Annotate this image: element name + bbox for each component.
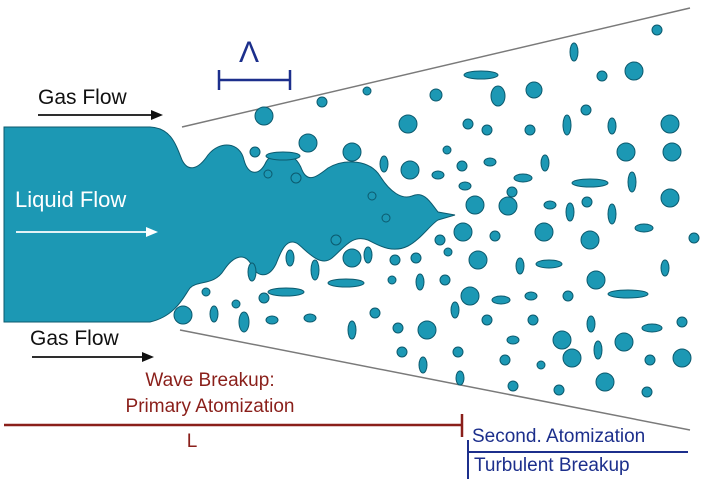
droplet <box>628 172 636 192</box>
droplet <box>457 161 467 171</box>
droplet <box>239 312 249 332</box>
droplet <box>380 156 388 172</box>
droplet <box>232 300 240 308</box>
wavelength-bracket <box>219 70 290 90</box>
droplet <box>652 25 662 35</box>
droplet <box>418 321 436 339</box>
droplet <box>464 71 498 79</box>
droplet <box>443 146 451 154</box>
droplet <box>500 355 510 365</box>
droplet <box>642 324 662 332</box>
droplet <box>581 231 599 249</box>
droplet <box>572 179 608 187</box>
droplet <box>264 170 272 178</box>
droplet <box>174 306 192 324</box>
liquid-jet <box>4 127 455 322</box>
droplet <box>286 250 294 266</box>
droplet <box>563 349 581 367</box>
droplet <box>597 71 607 81</box>
wavelength-symbol: Λ <box>239 36 260 69</box>
droplet <box>453 347 463 357</box>
droplet <box>266 152 300 160</box>
droplet <box>456 371 464 385</box>
droplet <box>625 62 643 80</box>
droplet <box>432 171 444 179</box>
droplet <box>594 341 602 359</box>
droplet <box>661 260 669 276</box>
droplet <box>469 251 487 269</box>
droplet <box>482 315 492 325</box>
droplet <box>608 118 616 134</box>
droplet <box>343 249 361 267</box>
droplet <box>454 223 472 241</box>
droplet <box>663 143 681 161</box>
droplet <box>507 336 519 344</box>
primary-atomization-label-2: Primary Atomization <box>125 396 295 417</box>
droplet <box>492 296 510 304</box>
gas-flow-top-arrow <box>38 110 163 120</box>
droplet <box>482 125 492 135</box>
gas-flow-bottom-arrow <box>32 352 154 362</box>
droplet <box>587 316 595 332</box>
gas-flow-bottom-label: Gas Flow <box>30 327 119 350</box>
droplet <box>416 274 424 290</box>
droplet <box>535 223 553 241</box>
droplet <box>661 189 679 207</box>
droplet <box>411 253 421 263</box>
droplet <box>514 174 532 182</box>
droplet <box>430 89 442 101</box>
droplet <box>463 119 473 129</box>
droplet <box>541 155 549 171</box>
droplet <box>419 357 427 373</box>
droplet <box>516 258 524 274</box>
droplet <box>528 315 538 325</box>
droplet <box>689 233 699 243</box>
droplet <box>677 317 687 327</box>
droplet <box>435 235 445 245</box>
droplet <box>661 115 679 133</box>
droplet <box>401 161 419 179</box>
droplet <box>444 248 452 256</box>
droplet <box>553 331 571 349</box>
droplet <box>291 173 301 183</box>
droplet <box>328 279 364 287</box>
droplet <box>507 187 517 197</box>
droplet <box>363 87 371 95</box>
droplet <box>343 143 361 161</box>
droplet <box>490 231 500 241</box>
droplet <box>563 115 571 135</box>
droplet <box>645 355 655 365</box>
droplet <box>202 288 210 296</box>
droplet <box>484 158 496 166</box>
droplet <box>608 290 648 298</box>
droplet <box>635 224 653 232</box>
droplet <box>491 86 505 106</box>
droplet <box>393 323 403 333</box>
droplet <box>570 43 578 61</box>
droplet <box>399 115 417 133</box>
droplet <box>250 147 260 157</box>
droplet <box>525 292 537 300</box>
droplet <box>266 316 278 324</box>
droplet <box>390 255 400 265</box>
droplet <box>536 260 562 268</box>
droplet <box>526 82 542 98</box>
droplet <box>582 197 592 207</box>
droplet <box>608 204 616 224</box>
droplet <box>248 263 256 281</box>
droplet <box>615 333 633 351</box>
droplet <box>317 97 327 107</box>
liquid-flow-label: Liquid Flow <box>15 187 127 212</box>
droplet <box>563 291 573 301</box>
droplet <box>554 385 564 395</box>
droplet <box>311 260 319 280</box>
droplet <box>673 349 691 367</box>
droplet <box>461 287 479 305</box>
droplet <box>508 381 518 391</box>
droplet <box>544 201 556 209</box>
droplet <box>499 197 517 215</box>
droplet <box>368 192 376 200</box>
secondary-atomization-label: Second. Atomization <box>472 426 646 447</box>
droplet <box>451 302 459 318</box>
droplet <box>382 214 390 222</box>
droplet <box>440 275 450 285</box>
droplet <box>255 107 273 125</box>
droplet <box>617 143 635 161</box>
turbulent-breakup-label: Turbulent Breakup <box>474 455 630 476</box>
droplet <box>587 271 605 289</box>
droplet <box>581 105 591 115</box>
droplet <box>299 134 317 152</box>
droplet <box>459 182 471 190</box>
droplet <box>364 247 372 263</box>
droplet <box>537 361 545 369</box>
droplet <box>566 203 574 221</box>
droplet <box>525 125 535 135</box>
droplet <box>466 196 484 214</box>
droplet <box>370 308 380 318</box>
droplet <box>331 235 341 245</box>
droplet <box>304 314 316 322</box>
length-label: L <box>186 431 198 452</box>
droplet <box>268 288 304 296</box>
gas-flow-top-label: Gas Flow <box>38 86 127 109</box>
droplet <box>642 387 652 397</box>
droplet <box>596 373 614 391</box>
primary-atomization-label-1: Wave Breakup: <box>145 370 275 391</box>
droplet <box>348 321 356 339</box>
droplet <box>388 276 396 284</box>
droplet <box>397 347 407 357</box>
droplet <box>259 293 269 303</box>
droplet <box>210 306 218 322</box>
